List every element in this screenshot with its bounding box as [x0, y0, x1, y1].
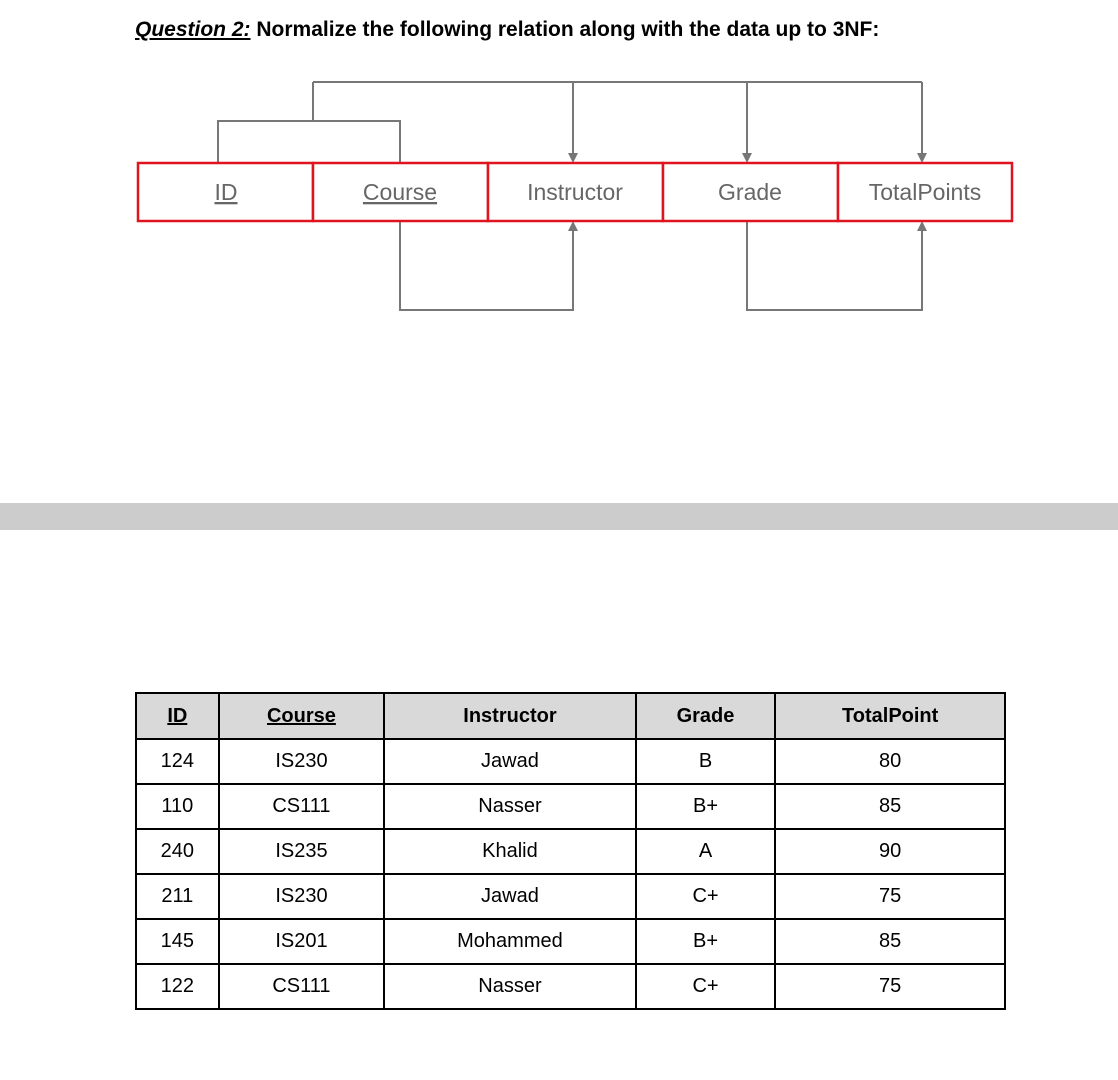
cell-course: CS111 [219, 784, 385, 829]
cell-totalpoint: 85 [775, 784, 1005, 829]
cell-grade: B [636, 739, 776, 784]
page-divider [0, 503, 1118, 530]
grade-to-totalpoints-line [747, 222, 922, 310]
cell-totalpoint: 85 [775, 919, 1005, 964]
cell-id: 211 [136, 874, 219, 919]
top-dependency-lines [218, 82, 922, 162]
table-row [136, 739, 1005, 784]
cell-id: 124 [136, 739, 219, 784]
attr-label-instructor: Instructor [527, 179, 623, 205]
cell-grade: A [636, 829, 776, 874]
cell-totalpoint: 80 [775, 739, 1005, 784]
cell-totalpoint: 75 [775, 874, 1005, 919]
bottom-dependency-lines [400, 222, 922, 310]
dependency-diagram [0, 0, 1118, 330]
table-row [136, 829, 1005, 874]
cell-course: IS230 [219, 739, 385, 784]
cell-grade: C+ [636, 964, 776, 1009]
cell-course: IS201 [219, 919, 385, 964]
cell-id: 110 [136, 784, 219, 829]
question-text: Normalize the following relation along with the data up to 3NF: [250, 18, 880, 41]
table-row [136, 784, 1005, 829]
cell-course: IS235 [219, 829, 385, 874]
course-to-instructor-line [400, 222, 573, 310]
cell-instructor: Mohammed [384, 919, 635, 964]
cell-course: IS230 [219, 874, 385, 919]
id-course-bracket [218, 121, 400, 162]
table-row [136, 874, 1005, 919]
cell-grade: B+ [636, 919, 776, 964]
cell-instructor: Khalid [384, 829, 635, 874]
cell-instructor: Jawad [384, 874, 635, 919]
table-header-row [136, 693, 1005, 739]
attr-label-grade: Grade [718, 179, 782, 205]
attr-label-id: ID [214, 179, 238, 205]
cell-course: CS111 [219, 964, 385, 1009]
cell-grade: B+ [636, 784, 776, 829]
col-header-totalpoint: TotalPoint [775, 693, 1005, 739]
table-row [136, 919, 1005, 964]
col-header-course: Course [219, 693, 385, 739]
table-row [136, 964, 1005, 1009]
cell-id: 240 [136, 829, 219, 874]
data-table [135, 692, 1006, 1010]
col-header-grade: Grade [636, 693, 776, 739]
question-label: Question 2: [135, 18, 251, 41]
attr-label-course: Course [362, 179, 438, 205]
col-header-id: ID [136, 693, 219, 739]
cell-instructor: Nasser [384, 784, 635, 829]
cell-instructor: Nasser [384, 964, 635, 1009]
cell-instructor: Jawad [384, 739, 635, 784]
cell-totalpoint: 90 [775, 829, 1005, 874]
attr-label-totalpoints: TotalPoints [868, 179, 982, 205]
cell-id: 145 [136, 919, 219, 964]
cell-id: 122 [136, 964, 219, 1009]
col-header-instructor: Instructor [384, 693, 635, 739]
cell-grade: C+ [636, 874, 776, 919]
cell-totalpoint: 75 [775, 964, 1005, 1009]
